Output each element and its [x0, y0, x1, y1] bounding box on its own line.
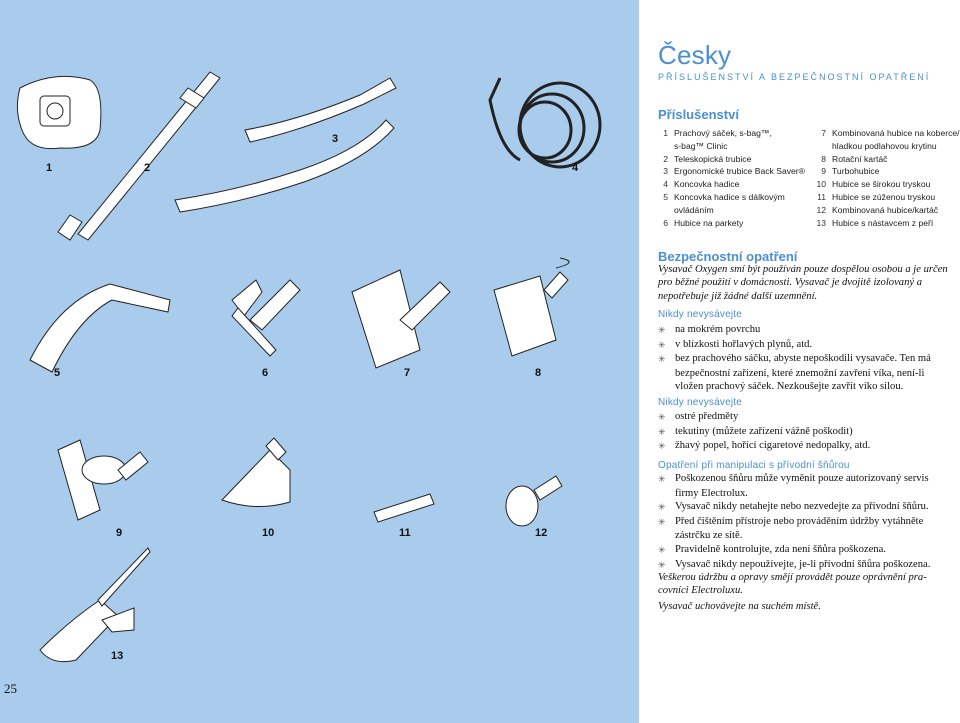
feather-nozzle-drawing: [40, 548, 150, 662]
list-item: ✳ v blízkosti hořlavých plynů, atd.: [658, 338, 813, 350]
list-item: 5 Koncovka hadice s dálkovým: [663, 191, 785, 202]
list-item: 1 Prachový sáček, s-bag™,: [663, 128, 772, 138]
list-item: ✳ tekutiny (můžete zařízení vážně poškodit): [658, 425, 853, 437]
figure-number: 11: [399, 527, 411, 539]
list-item: vložen prachový sáček. Nezkoušejte zavřít víko silou.: [675, 381, 904, 393]
figure-number: 13: [111, 650, 124, 662]
crevice-nozzle-drawing: [374, 494, 434, 522]
accessories-list-right: [810, 127, 960, 229]
safety-intro: Vysavač Oxygen smí být používán pouze dospělou osobou a je určen pro běžné použití v domácnosti. Vysavač je dvojitě izolovaný a nepotřebuje již žádné další uzemnění.: [658, 264, 948, 302]
list-item: ✳ Poškozenou šňůru může vyměnit pouze autorizovaný servis: [658, 473, 929, 484]
list-item: 6 Hubice na parkety: [663, 217, 744, 228]
list-item: 4 Koncovka hadice: [663, 179, 740, 190]
list-item: ✳ bez prachového sáčku, abyste nepoškodili vysavače. Ten má: [658, 353, 931, 365]
parquet-nozzle-drawing: [232, 280, 300, 356]
cord-handling-heading: Opatření při manipulaci s přívodní šňůrou: [658, 460, 850, 471]
list-item: ✳ žhavý popel, hořící cigaretové nedopalky, atd.: [658, 440, 871, 452]
hose-drawing: [490, 78, 600, 167]
never-vacuum-heading-2: Nikdy nevysávejte: [658, 397, 742, 408]
list-item: 7 Kombinovaná hubice na koberce/: [821, 128, 960, 138]
dust-bag-drawing: [17, 76, 100, 148]
service-note: Veškerou údržbu a opravy smějí provádět pouze oprávnění pra- covníci Electroluxu.: [658, 572, 927, 597]
figure-number: 6: [262, 367, 269, 379]
list-item: ✳ ostré předměty: [658, 411, 739, 422]
figure-number: 12: [535, 527, 548, 539]
combination-brush-drawing: [506, 476, 562, 526]
list-item: zástrčku ze sítě.: [675, 530, 743, 542]
list-item: 3 Ergonomické trubice Back Saver®: [663, 166, 805, 177]
list-item: ✳ Vysavač nikdy nepoužívejte, je-li přívodní šňůra poškozena.: [658, 558, 931, 570]
list-item: 2 Teleskopická trubice: [663, 153, 752, 164]
list-item: 11 Hubice se zúženou tryskou: [817, 191, 936, 202]
figure-number: 3: [332, 133, 339, 145]
accessories-heading: Příslušenství: [658, 107, 739, 122]
storage-note: Vysavač uchovávejte na suchém místě.: [658, 601, 821, 612]
never-vacuum-heading-1: Nikdy nevysávejte: [658, 309, 742, 320]
turbo-nozzle-drawing: [58, 440, 148, 520]
cord-handling-list: [658, 472, 958, 572]
figure-number: 8: [535, 367, 542, 379]
safety-heading: Bezpečnostní opatření: [658, 249, 798, 264]
accessories-list-left: [652, 127, 812, 229]
list-item: bezpečnostní zařízení, které znemožní zavření víka, není-li: [675, 367, 925, 379]
list-item: 10 Hubice se širokou tryskou: [816, 179, 931, 190]
figure-number: 2: [144, 162, 151, 174]
rotating-brush-drawing: [494, 258, 569, 356]
never-vacuum-list-2: [658, 410, 958, 454]
list-item: 13 Hubice s nástavcem z peří: [816, 217, 934, 228]
figure-number: 10: [262, 527, 275, 539]
list-item: 9 Turbohubice: [821, 166, 880, 177]
language-title: Česky: [658, 40, 732, 70]
figure-number: 1: [46, 162, 53, 174]
list-item: 12 Kombinovaná hubice/kartáč: [816, 204, 939, 215]
list-item: ✳ Před čištěním přístroje nebo prováděním údržby vytáhněte: [658, 515, 924, 527]
wide-nozzle-drawing: [222, 438, 290, 507]
page-number: 25: [4, 681, 17, 696]
section-subtitle: PŘÍSLUŠENSTVÍ A BEZPEČNOSTNÍ OPATŘENÍ: [658, 72, 931, 82]
list-item: hladkou podlahovou krytinu: [832, 140, 937, 151]
figure-number: 4: [572, 162, 579, 174]
never-vacuum-list-1: [658, 323, 958, 394]
list-item: 8 Rotační kartáč: [821, 153, 888, 164]
ergonomic-tube-drawing: [175, 78, 396, 212]
figure-number: 9: [116, 527, 123, 539]
combination-nozzle-drawing: [352, 270, 450, 368]
list-item: ✳ Pravidelně kontrolujte, zda není šňůra poškozena.: [658, 543, 886, 555]
list-item: ovládáním: [674, 204, 714, 215]
list-item: ✳ na mokrém povrchu: [658, 324, 761, 335]
list-item: firmy Electrolux.: [675, 487, 748, 499]
list-item: s-bag™ Clinic: [674, 140, 728, 151]
list-item: ✳ Vysavač nikdy netahejte nebo nezvedejte za přívodní šňůru.: [658, 501, 929, 513]
figure-number: 5: [54, 367, 61, 379]
figure-number: 7: [404, 367, 411, 379]
remote-hose-handle-drawing: [30, 284, 170, 372]
